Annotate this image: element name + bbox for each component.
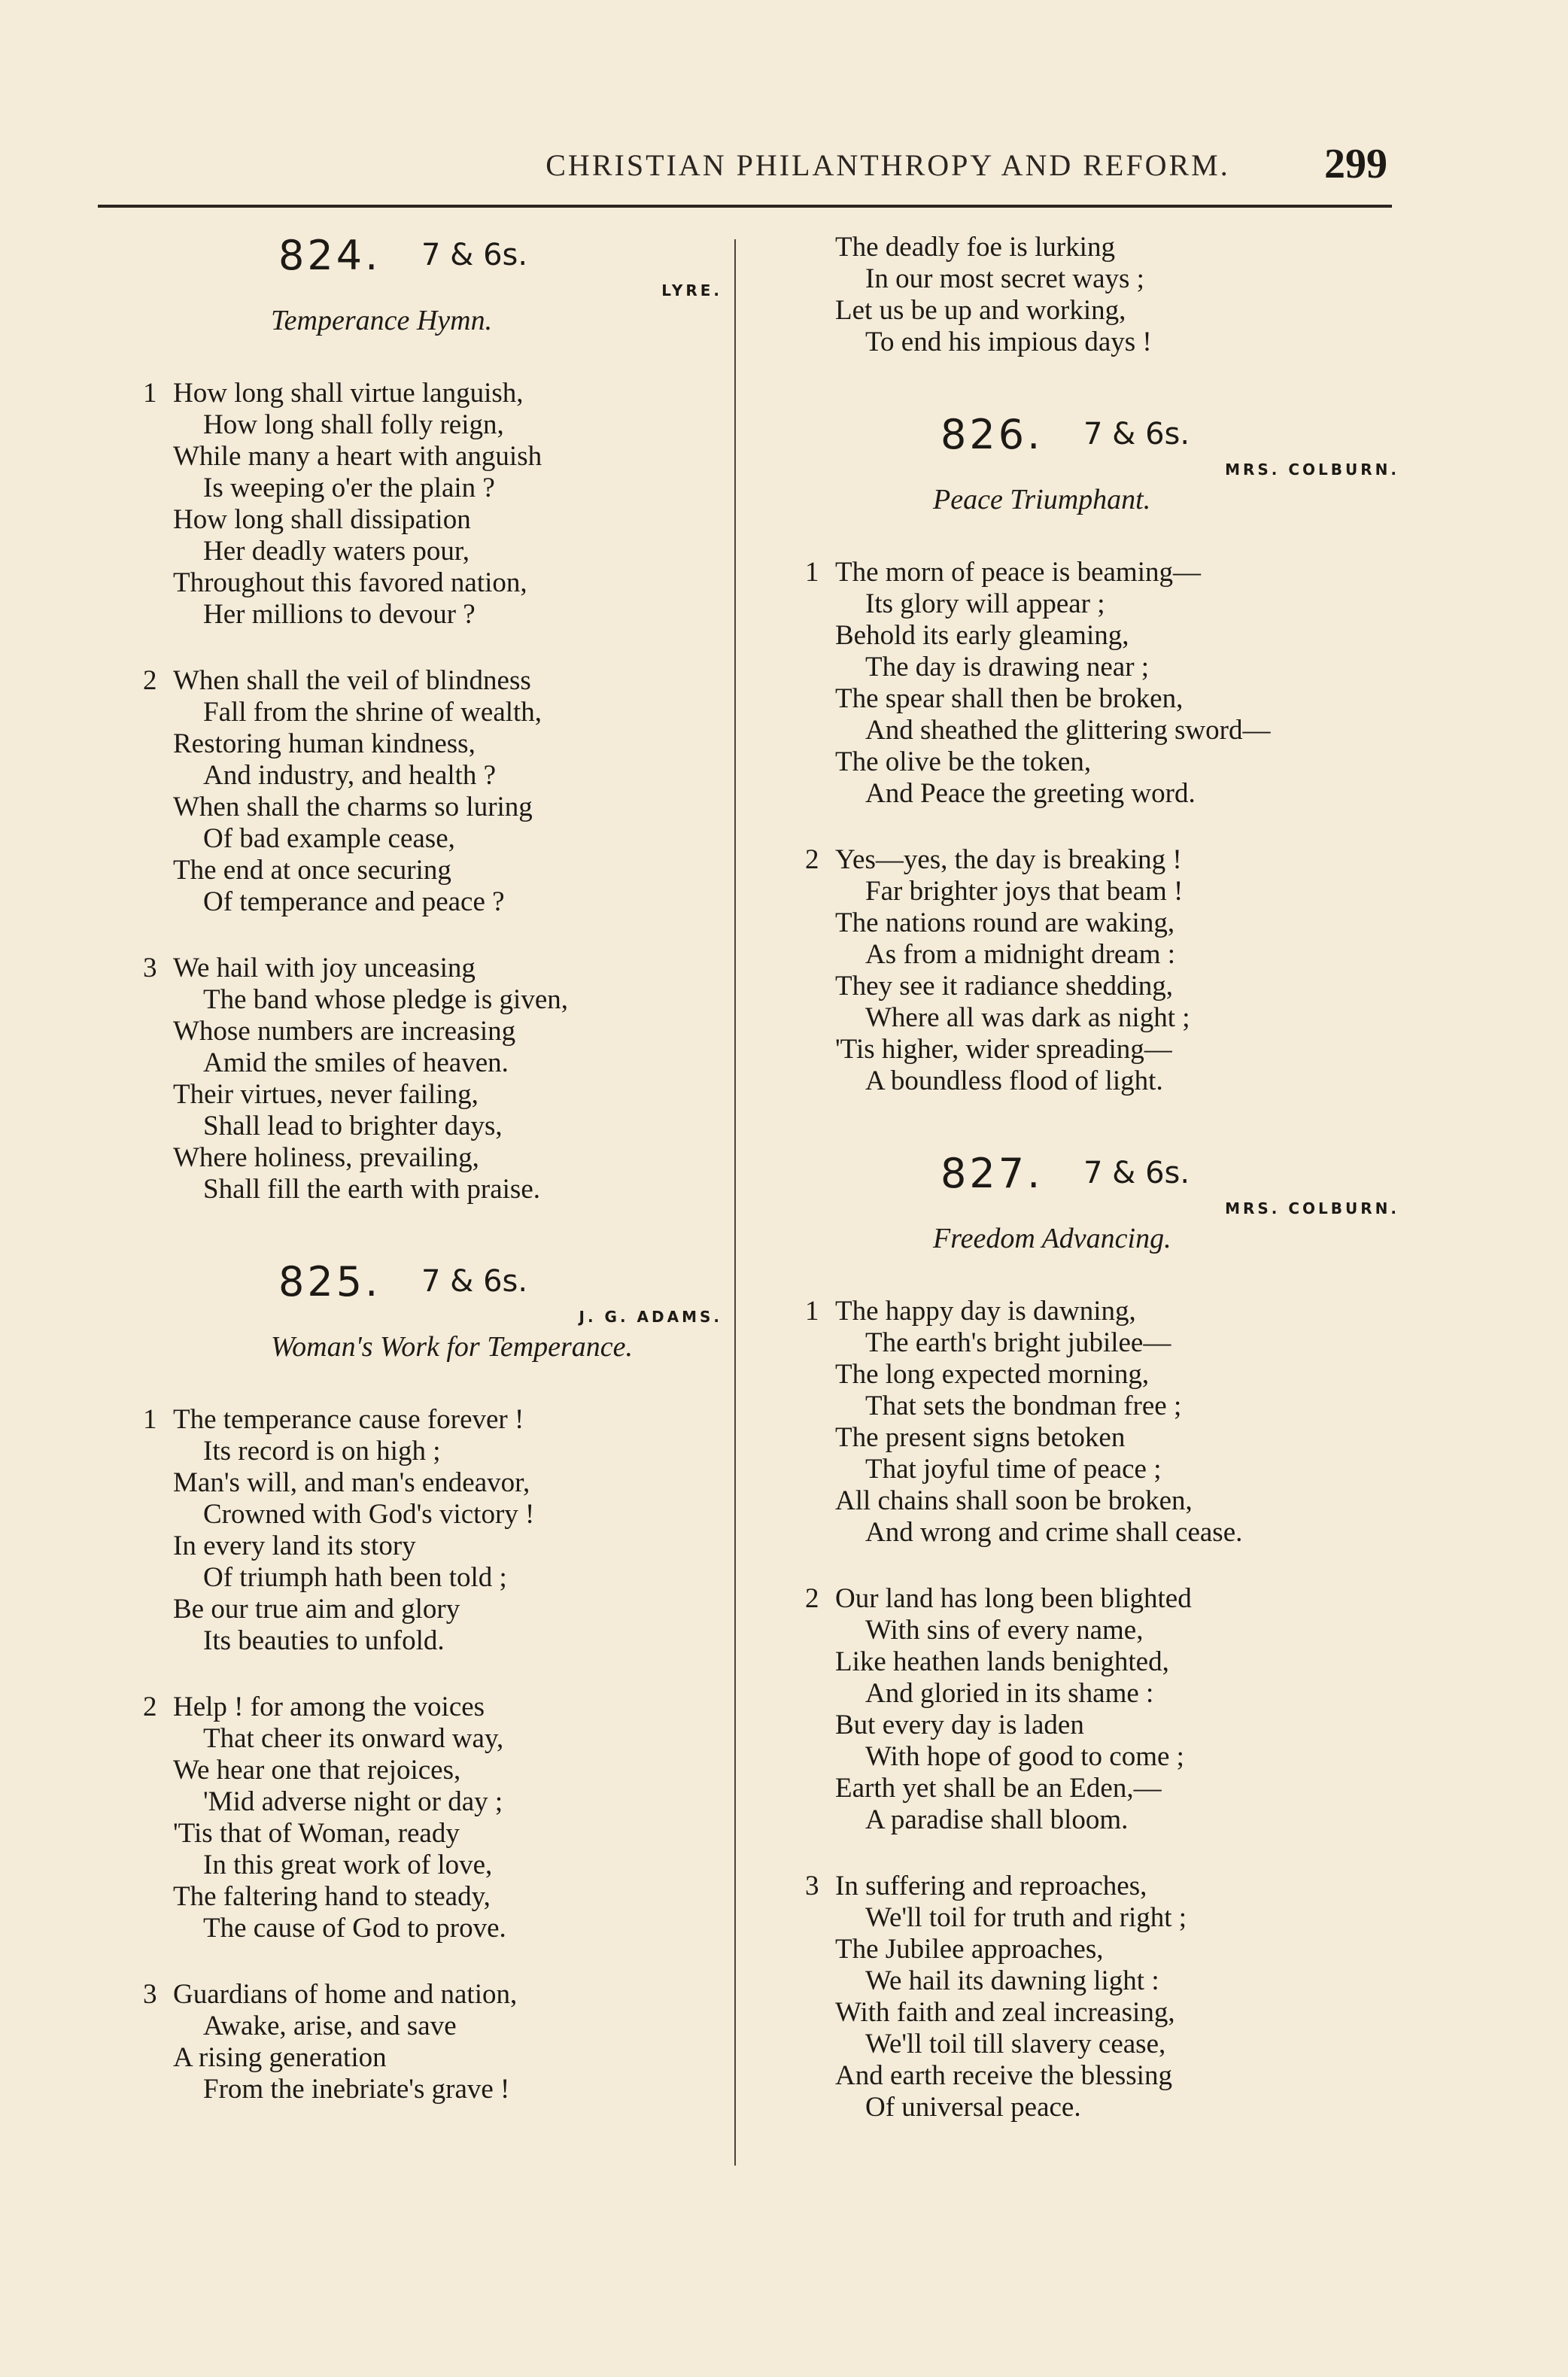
stanza-number: 3 [143, 1979, 157, 2010]
verse-line: Where holiness, prevailing, [173, 1142, 479, 1173]
verse-line: As from a midnight dream : [865, 939, 1176, 970]
hymn-meter: 7 & 6s. [421, 1264, 528, 1299]
hymn-author: LYRE. [661, 281, 722, 299]
verse-line: 'Tis that of Woman, ready [173, 1818, 460, 1849]
hymn-heading [805, 1150, 1399, 1198]
hymn [805, 358, 1399, 1097]
stanza-number: 1 [805, 557, 819, 588]
stanza-number: 2 [805, 844, 819, 875]
stanza [143, 665, 722, 918]
verse-line: Their virtues, never failing, [173, 1079, 479, 1110]
verse-line: Let us be up and working, [835, 295, 1126, 326]
verse-line: Man's will, and man's endeavor, [173, 1467, 530, 1498]
verse-line: 2 Yes—yes, the day is breaking ! [805, 844, 1182, 875]
verse-line: In our most secret ways ; [865, 263, 1144, 294]
verse-line: And wrong and crime shall cease. [865, 1517, 1243, 1548]
verse-line: While many a heart with anguish [173, 441, 542, 472]
verse-line: We'll toil for truth and right ; [865, 1902, 1187, 1933]
verse-line: 1 How long shall virtue languish, [143, 378, 524, 409]
verse-line: Is weeping o'er the plain ? [203, 473, 495, 503]
verse-line: We'll toil till slavery cease, [865, 2029, 1166, 2059]
stanza-number: 2 [805, 1583, 819, 1614]
verse-line: 'Mid adverse night or day ; [203, 1786, 503, 1817]
hymn-spacer [805, 1097, 1399, 1150]
stanza [805, 844, 1399, 1097]
left-column [143, 232, 722, 2105]
verse-line: The band whose pledge is given, [203, 984, 568, 1015]
running-header: CHRISTIAN PHILANTHROPY AND REFORM. [545, 148, 1230, 182]
verse-line: The deadly foe is lurking [835, 232, 1115, 263]
verse-line: A rising generation [173, 2042, 387, 2073]
stanza [143, 953, 722, 1205]
verse-line: A boundless flood of light. [865, 1065, 1163, 1096]
stanza-number: 1 [143, 1404, 157, 1435]
stanza [805, 1583, 1399, 1836]
verse-line: 1 The happy day is dawning, [805, 1296, 1136, 1327]
verse-line: The nations round are waking, [835, 907, 1175, 938]
verse-line: The day is drawing near ; [865, 652, 1150, 682]
verse-line: 3 We hail with joy unceasing [143, 953, 476, 983]
verse-line: And gloried in its shame : [865, 1678, 1154, 1709]
verse-line: To end his impious days ! [865, 327, 1152, 357]
verse-line: 2 Help ! for among the voices [143, 1692, 485, 1722]
hymn-spacer [143, 1205, 722, 1258]
verse-line: In every land its story [173, 1530, 416, 1561]
verse-line: The olive be the token, [835, 746, 1092, 777]
stanza-number: 2 [143, 665, 157, 696]
column-divider [734, 239, 736, 2166]
verse-line: The earth's bright jubilee— [865, 1327, 1171, 1358]
hymn-number: 824. [278, 232, 381, 279]
verse-line: When shall the charms so luring [173, 792, 533, 822]
stanza-continuation [805, 232, 1399, 358]
hymn-title: Peace Triumphant. [933, 484, 1151, 515]
hymn-title: Temperance Hymn. [271, 305, 493, 336]
right-column [805, 232, 1399, 2123]
stanza [805, 557, 1399, 810]
verse-line: And Peace the greeting word. [865, 778, 1196, 809]
hymn-author: J. G. ADAMS. [579, 1308, 722, 1326]
verse-line: That cheer its onward way, [203, 1723, 504, 1754]
verse-line: That sets the bondman free ; [865, 1391, 1182, 1421]
verse-line: The cause of God to prove. [203, 1913, 506, 1944]
verse-line: The faltering hand to steady, [173, 1881, 491, 1912]
verse-line: The long expected morning, [835, 1359, 1150, 1390]
verse-line: But every day is laden [835, 1710, 1084, 1740]
hymn [143, 232, 722, 1205]
verse-line: A paradise shall bloom. [865, 1804, 1129, 1835]
hymn-meter: 7 & 6s. [421, 238, 528, 272]
stanza-number: 2 [143, 1692, 157, 1722]
verse-line: 1 The morn of peace is beaming— [805, 557, 1201, 588]
verse-line: Where all was dark as night ; [865, 1002, 1190, 1033]
verse-line: All chains shall soon be broken, [835, 1485, 1193, 1516]
hymn-spacer [805, 358, 1399, 411]
verse-line: 2 When shall the veil of blindness [143, 665, 531, 696]
verse-line: And sheathed the glittering sword— [865, 715, 1271, 746]
verse-line: Of bad example cease, [203, 823, 455, 854]
stanza [143, 1404, 722, 1657]
verse-line: Her millions to devour ? [203, 599, 476, 630]
page-number: 299 [1324, 141, 1387, 187]
verse-line: With sins of every name, [865, 1615, 1144, 1646]
verse-line: 3 Guardians of home and nation, [143, 1979, 518, 2010]
verse-line: With hope of good to come ; [865, 1741, 1184, 1772]
hymn-title: Woman's Work for Temperance. [271, 1331, 634, 1363]
stanza [143, 1692, 722, 1944]
verse-line: How long shall folly reign, [203, 409, 504, 440]
verse-line: We hail its dawning light : [865, 1965, 1159, 1996]
verse-line: Crowned with God's victory ! [203, 1499, 535, 1530]
stanza-number: 1 [143, 378, 157, 409]
stanza [143, 378, 722, 631]
hymn-title: Freedom Advancing. [933, 1223, 1171, 1254]
verse-line: They see it radiance shedding, [835, 971, 1173, 1002]
hymn-meter: 7 & 6s. [1083, 417, 1190, 451]
stanza-number: 1 [805, 1296, 819, 1327]
verse-line: And industry, and health ? [203, 760, 497, 791]
stanza [143, 1979, 722, 2105]
verse-line: Its record is on high ; [203, 1436, 441, 1467]
hymn-number: 825. [278, 1258, 381, 1306]
verse-line: Behold its early gleaming, [835, 620, 1129, 651]
verse-line: Fall from the shrine of wealth, [203, 697, 542, 728]
verse-line: We hear one that rejoices, [173, 1755, 461, 1786]
verse-line: That joyful time of peace ; [865, 1454, 1162, 1485]
verse-line: Shall lead to brighter days, [203, 1111, 503, 1141]
hymn-meter: 7 & 6s. [1083, 1156, 1190, 1190]
hymn-heading [143, 1258, 722, 1306]
verse-line: Far brighter joys that beam ! [865, 876, 1184, 907]
verse-line: From the inebriate's grave ! [203, 2074, 510, 2105]
verse-line: Be our true aim and glory [173, 1594, 460, 1625]
verse-line: 1 The temperance cause forever ! [143, 1404, 524, 1435]
hymn-number: 826. [940, 411, 1044, 458]
verse-line: Awake, arise, and save [203, 2011, 457, 2041]
verse-line: Shall fill the earth with praise. [203, 1174, 540, 1205]
verse-line: Of triumph hath been told ; [203, 1562, 507, 1593]
verse-line: 3 In suffering and reproaches, [805, 1871, 1147, 1901]
verse-line: The Jubilee approaches, [835, 1934, 1104, 1965]
verse-line: And earth receive the blessing [835, 2060, 1172, 2091]
stanza [805, 1871, 1399, 2123]
hymn [143, 1205, 722, 2105]
verse-line: Of universal peace. [865, 2092, 1081, 2123]
verse-line: Like heathen lands benighted, [835, 1646, 1169, 1677]
hymn-author: MRS. COLBURN. [1225, 1199, 1399, 1217]
header-rule [98, 205, 1392, 208]
verse-line: Throughout this favored nation, [173, 567, 527, 598]
hymn [805, 1097, 1399, 2123]
hymn-number: 827. [940, 1150, 1044, 1197]
verse-line: Restoring human kindness, [173, 728, 476, 759]
verse-line: 2 Our land has long been blighted [805, 1583, 1192, 1614]
stanza-number: 3 [805, 1871, 819, 1901]
stanza [805, 1296, 1399, 1549]
verse-line: How long shall dissipation [173, 504, 471, 535]
verse-line: With faith and zeal increasing, [835, 1997, 1175, 2028]
verse-line: Its glory will appear ; [865, 588, 1105, 619]
verse-line: Its beauties to unfold. [203, 1625, 445, 1656]
verse-line: Of temperance and peace ? [203, 886, 505, 917]
verse-line: Her deadly waters pour, [203, 536, 469, 567]
hymn-author: MRS. COLBURN. [1225, 461, 1399, 479]
verse-line: 'Tis higher, wider spreading— [835, 1034, 1172, 1065]
hymn-heading [805, 411, 1399, 459]
verse-line: The spear shall then be broken, [835, 683, 1184, 714]
stanza-number: 3 [143, 953, 157, 983]
verse-line: The present signs betoken [835, 1422, 1126, 1453]
verse-line: Amid the smiles of heaven. [203, 1047, 509, 1078]
verse-line: The end at once securing [173, 855, 451, 886]
hymn-heading [143, 232, 722, 280]
verse-line: Whose numbers are increasing [173, 1016, 516, 1047]
verse-line: Earth yet shall be an Eden,— [835, 1773, 1162, 1804]
verse-line: In this great work of love, [203, 1850, 493, 1880]
